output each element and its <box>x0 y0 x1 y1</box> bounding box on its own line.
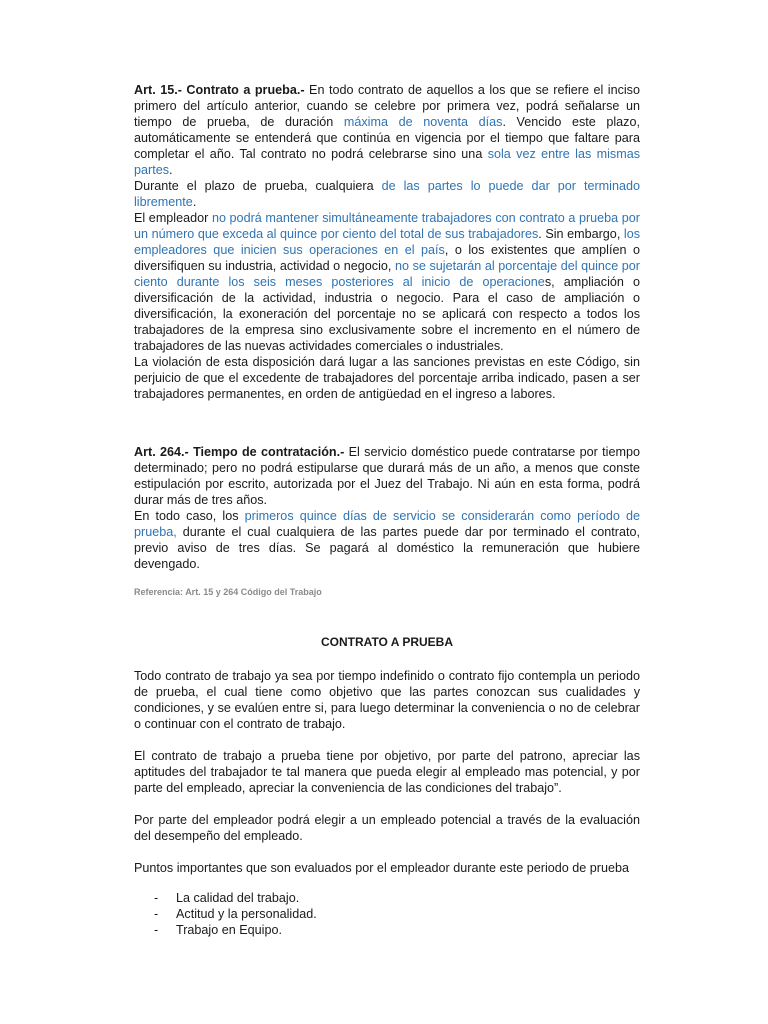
art15-paragraph-3: El empleador no podrá mantener simultáneamente trabajadores con contrato a prueba por un número que exceda al quince por ciento del total de sus trabajadores. Sin embargo, los empleadores que inicien sus operaciones en el país, o los existentes que amplíen o diversifiquen su industria, actividad o negocio, no se sujetarán al porcentaje del quince por ciento durante los seis meses posteriores al inicio de operaciones, ampliación o diversificación de la actividad, industria o negocio. Para el caso de ampliación o diversificación, la exoneración del porcentaje no se aplicará con respecto a todos los trabajadores de la empresa sino exclusivamente sobre el incremento en el número de trabajadores de las nuevas actividades comerciales o industriales. <box>134 211 641 353</box>
art264-paragraph-1: Art. 264.- Tiempo de contratación.- El servicio doméstico puede contratarse por tiempo determinado; pero no podrá estipularse que durará más de un año, a menos que conste estipulación por escrito, autorizada por el Juez del Trabajo. Ni aún en esta forma, podrá durar más de tres años. <box>134 445 640 507</box>
highlight-text: los empleadores que inicien sus operaciones en el país <box>134 227 641 257</box>
bullet-dash: - <box>154 907 159 921</box>
list-item: - Actitud y la personalidad. <box>154 907 317 921</box>
art15-title: Art. 15.- Contrato a prueba.- <box>134 83 305 97</box>
reference-note: Referencia: Art. 15 y 264 Código del Trabajo <box>134 587 322 597</box>
document-page <box>134 82 640 938</box>
article-15 <box>134 82 640 402</box>
bullet-dash: - <box>154 923 159 937</box>
art15-paragraph-1: Art. 15.- Contrato a prueba.- En todo contrato de aquellos a los que se refiere el inciso primero del artículo anterior, cuando se celebre por primera vez, podrá señalarse un tiempo de prueba, de duración máxima de noventa días. Vencido este plazo, automáticamente se entenderá que continúa en vigencia por el tiempo que faltare para completar el año. Tal contrato no podrá celebrarse sino una sola vez entre las mismas partes. <box>134 83 640 177</box>
highlight-text: no se sujetarán al porcentaje del quince por ciento durante los seis meses posteriores al inicio de operacione <box>134 259 640 289</box>
list-item: - Trabajo en Equipo. <box>154 923 282 937</box>
list-item: - La calidad del trabajo. <box>154 891 300 905</box>
section-paragraph-4: Puntos importantes que son evaluados por el empleador durante este periodo de prueba <box>134 861 629 875</box>
section-paragraph-3: Por parte del empleador podrá elegir a un empleado potencial a través de la evaluación del desempeño del empleado. <box>134 813 640 843</box>
art15-paragraph-2: Durante el plazo de prueba, cualquiera de las partes lo puede dar por terminado libremente. <box>134 179 640 209</box>
highlight-text: sola vez entre las mismas partes <box>134 147 640 177</box>
bullet-dash: - <box>154 891 159 905</box>
article-264 <box>134 444 640 572</box>
art264-paragraph-2: En todo caso, los primeros quince días de servicio se considerarán como período de prueba, durante el cual cualquiera de las partes puede dar por terminado el contrato, previo aviso de tres días. Se pagará al doméstico la remuneración que hubiere devengado. <box>134 509 640 571</box>
section-paragraph-1: Todo contrato de trabajo ya sea por tiempo indefinido o contrato fijo contempla un periodo de prueba, el cual tiene como objetivo que las partes conozcan sus cualidades y condiciones, y se evalúen entre si, para luego determinar la conveniencia o no de celebrar o continuar con el contrato de trabajo. <box>134 669 640 731</box>
section-paragraph-2: El contrato de trabajo a prueba tiene por objetivo, por parte del patrono, apreciar las aptitudes del trabajador te tal manera que pueda elegir al empleado mas potencial, y por parte del empleado, apreciar la conveniencia de las condiciones del trabajo”. <box>134 749 640 795</box>
points-list <box>134 890 640 938</box>
art264-title: Art. 264.- Tiempo de contratación.- <box>134 445 345 459</box>
highlight-text: máxima de noventa días <box>343 115 503 129</box>
art15-paragraph-4: La violación de esta disposición dará lugar a las sanciones previstas en este Código, sin perjuicio de que el excedente de trabajadores del porcentaje arriba indicado, pasen a ser trabajadores permanentes, en orden de antigüedad en el ingreso a labores. <box>134 355 640 401</box>
highlight-text: de las partes lo puede dar por terminado libremente <box>134 179 640 209</box>
highlight-text: no podrá mantener simultáneamente trabajadores con contrato a prueba por un número que exceda al quince por ciento del total de sus trabajadores <box>134 211 641 241</box>
section-heading: CONTRATO A PRUEBA <box>321 635 453 649</box>
highlight-text: primeros quince días de servicio se considerarán como período de prueba, <box>134 509 640 539</box>
